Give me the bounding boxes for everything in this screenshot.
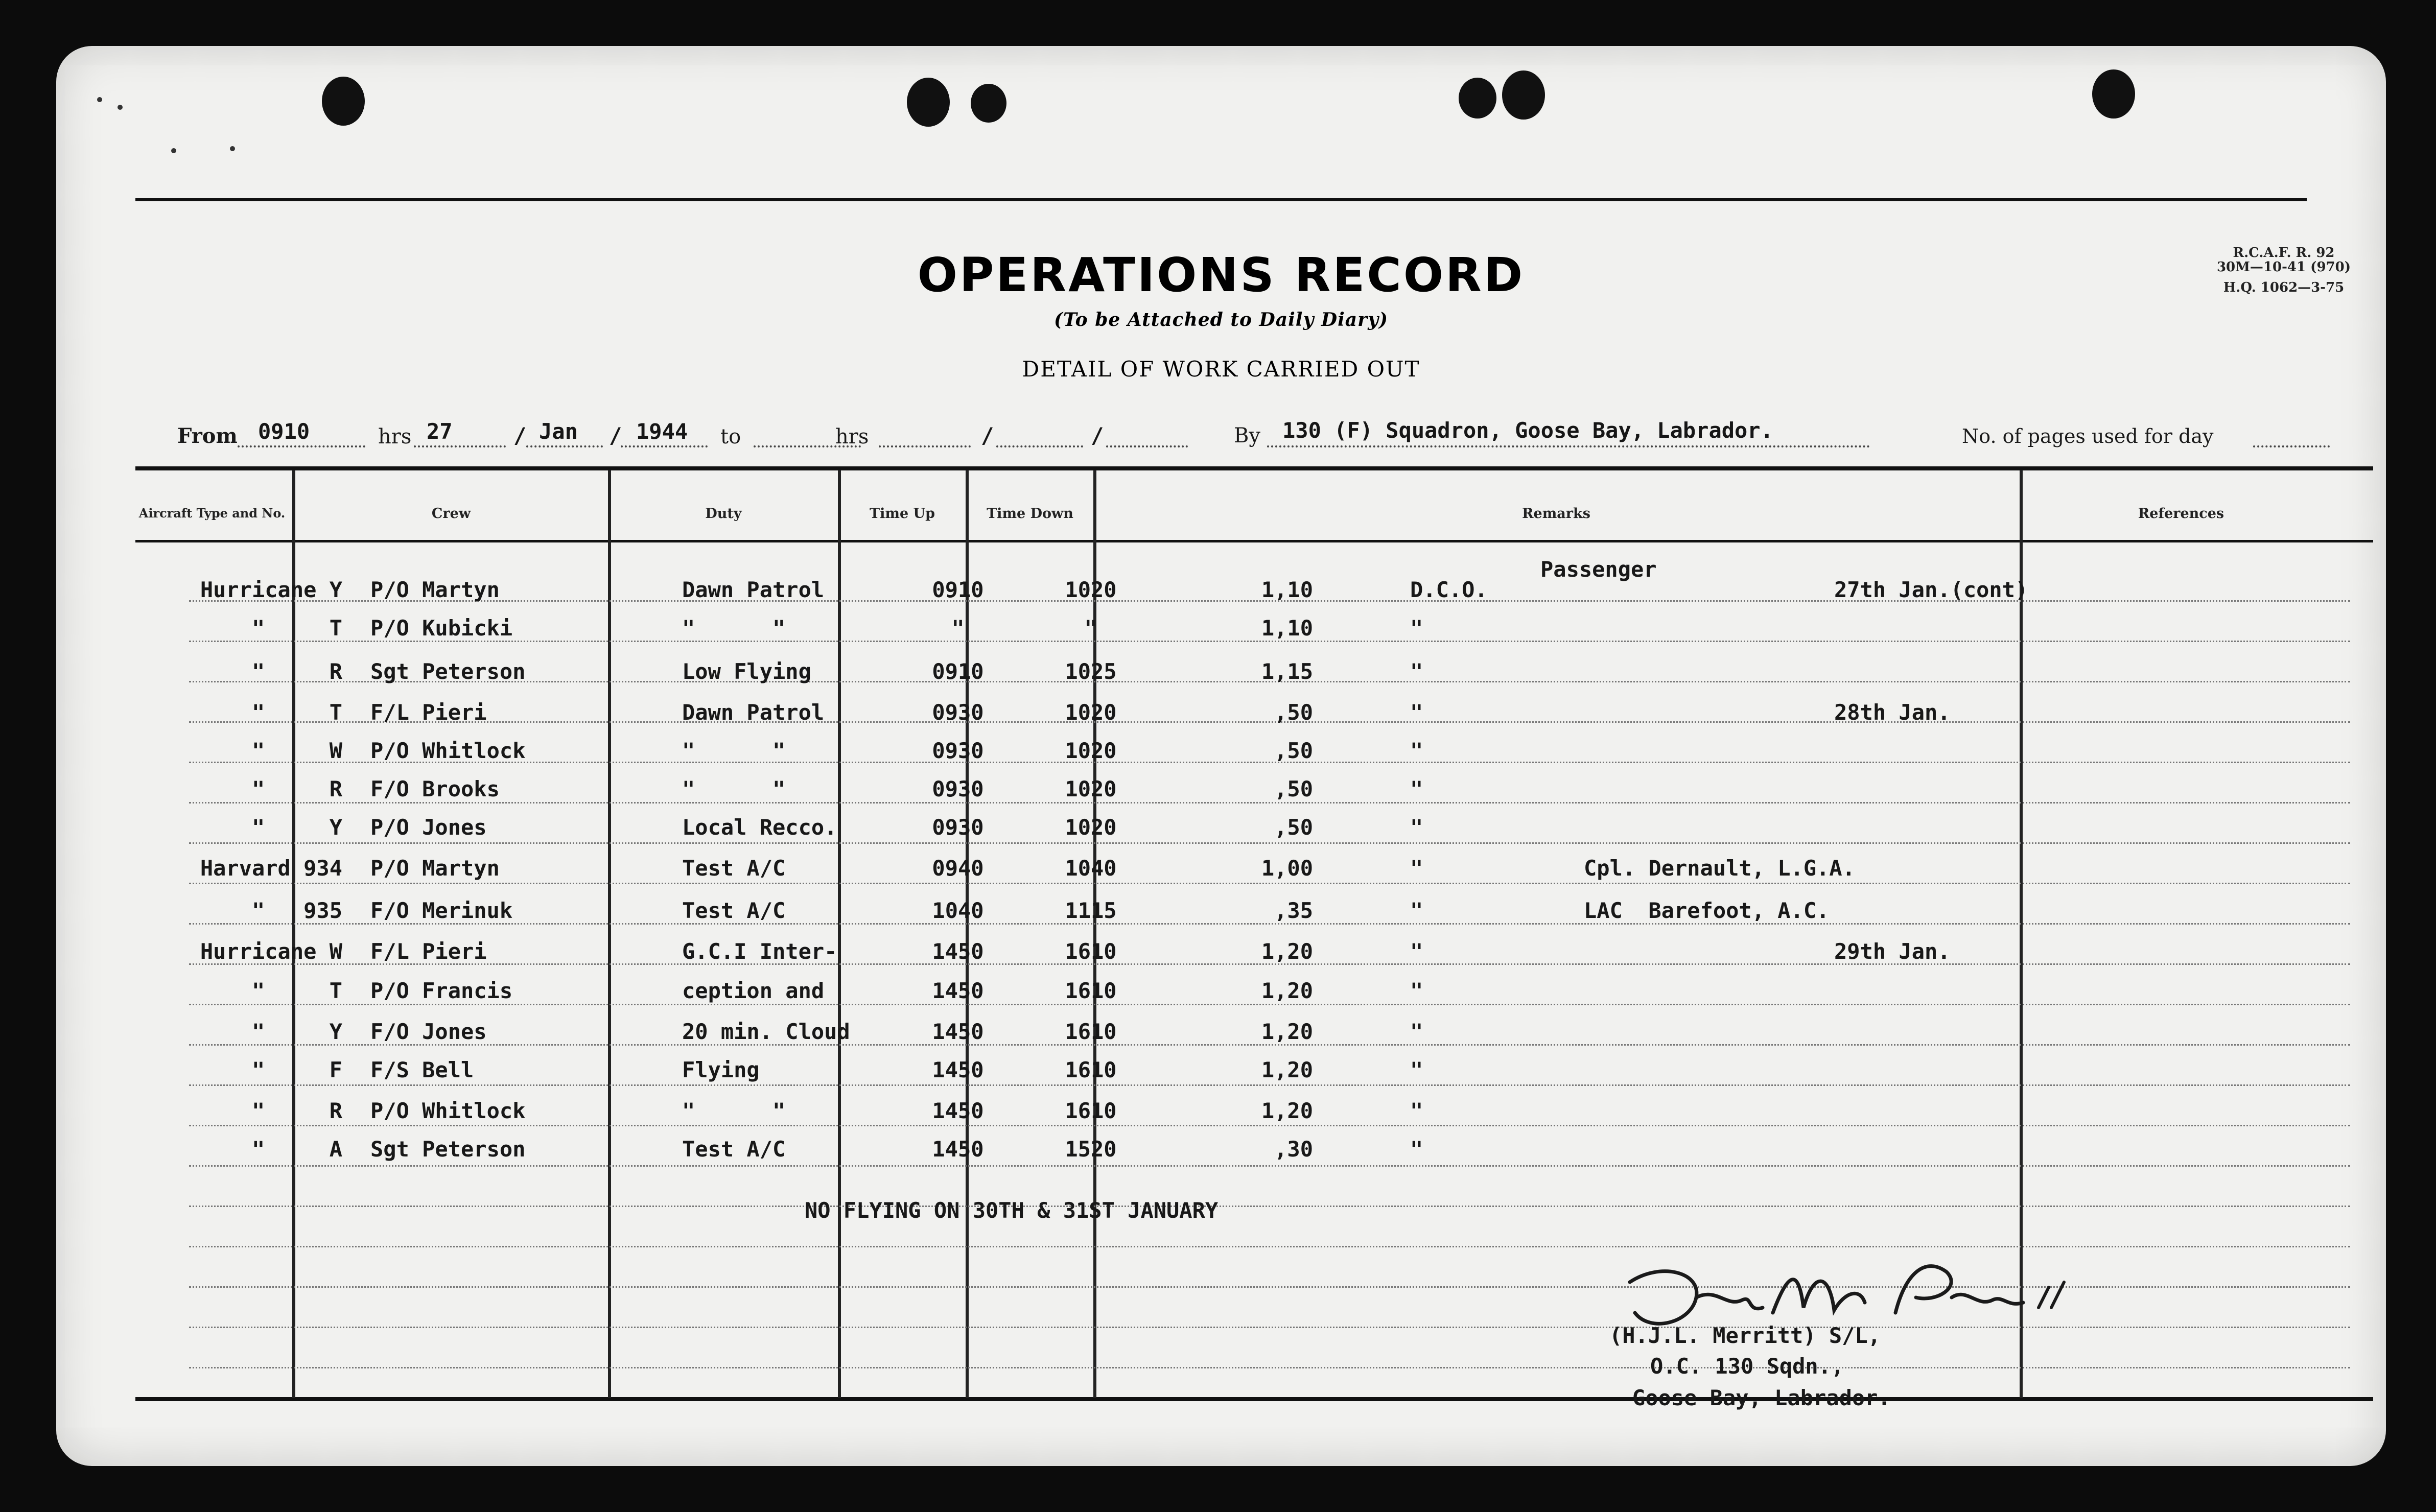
signatory-name: (H.J.L. Merritt) S/L, <box>1609 1323 1881 1348</box>
aircraft-type: " T <box>251 978 342 1003</box>
year: 1944 <box>636 419 688 444</box>
table-bottom-rule <box>135 1397 2373 1401</box>
flight-time: 1,20 <box>1261 939 1313 964</box>
duty: ception and <box>682 978 825 1003</box>
time-down: 1020 <box>1065 700 1117 725</box>
punch-hole <box>1459 78 1496 119</box>
remarks-dco: " <box>1410 616 1423 641</box>
remarks-dco: " <box>1410 1137 1423 1162</box>
crew-name: F/L Pieri <box>370 700 487 725</box>
remarks-dco: " <box>1410 738 1423 763</box>
remarks-dco: " <box>1410 815 1423 840</box>
crew-name: Sgt Peterson <box>370 659 526 684</box>
fill-line <box>621 445 708 447</box>
day: 27 <box>427 419 453 444</box>
time-up: " <box>951 616 965 641</box>
unit-name: 130 (F) Squadron, Goose Bay, Labrador. <box>1282 418 1773 443</box>
fill-line <box>2253 445 2330 447</box>
record-card <box>56 46 2386 1466</box>
row-rule <box>189 842 2350 844</box>
flight-time: ,30 <box>1274 1137 1313 1162</box>
duty: Test A/C <box>682 1137 786 1162</box>
row-rule <box>189 923 2350 925</box>
aircraft-type: " Y <box>251 1019 342 1044</box>
crew-name: P/O Kubicki <box>370 616 513 641</box>
flight-time: ,35 <box>1274 898 1313 923</box>
time-down: " <box>1084 616 1097 641</box>
aircraft-type: " A <box>251 1137 342 1162</box>
remarks-dco: " <box>1410 978 1423 1003</box>
crew-name: Sgt Peterson <box>370 1137 526 1162</box>
column-divider <box>838 470 841 1398</box>
crew-name: F/O Brooks <box>370 776 500 801</box>
time-up: 0930 <box>932 776 984 801</box>
column-header-references: References <box>2138 506 2224 522</box>
month: Jan <box>539 419 578 444</box>
flight-time: ,50 <box>1274 815 1313 840</box>
slash: / <box>609 423 622 448</box>
from-label: From <box>177 424 238 448</box>
time-up: 1450 <box>932 1137 984 1162</box>
fill-line <box>879 445 971 447</box>
aircraft-type: " R <box>251 659 342 684</box>
top-rule <box>135 198 2307 201</box>
remarks-passenger: Cpl. Dernault, L.G.A. <box>1584 856 1856 881</box>
row-rule <box>189 1367 2350 1368</box>
crew-name: P/O Martyn <box>370 856 500 881</box>
column-divider <box>608 470 611 1398</box>
hrs-label-2: hrs <box>835 425 869 448</box>
column-divider <box>292 470 295 1398</box>
remarks-dco: " <box>1410 856 1423 881</box>
signature-lettering: Don M Pieri f/ <box>1620 1251 1624 1252</box>
time-down: 1040 <box>1065 856 1117 881</box>
punch-hole <box>971 84 1006 123</box>
remarks-dco: " <box>1410 1098 1423 1123</box>
time-down: 1020 <box>1065 577 1117 602</box>
time-down: 1020 <box>1065 738 1117 763</box>
duty: Dawn Patrol <box>682 700 825 725</box>
flight-time: ,50 <box>1274 776 1313 801</box>
crew-name: P/O Martyn <box>370 577 500 602</box>
duty: Flying <box>682 1057 760 1082</box>
duty: Test A/C <box>682 856 786 881</box>
duty: Low Flying <box>682 659 811 684</box>
remarks-dco: " <box>1410 898 1423 923</box>
column-header-aircraft: Aircraft Type and No. <box>138 506 286 521</box>
flight-time: ,50 <box>1274 738 1313 763</box>
form-id-line: R.C.A.F. R. 92 <box>2233 245 2335 261</box>
pages-label: No. of pages used for day <box>1962 425 2214 447</box>
speck <box>97 97 102 102</box>
time-down: 1610 <box>1065 978 1117 1003</box>
flight-time: 1,20 <box>1261 978 1313 1003</box>
slash: / <box>513 423 527 448</box>
remarks-dco: " <box>1410 1019 1423 1044</box>
time-up: 0940 <box>932 856 984 881</box>
duty: 20 min. Cloud <box>682 1019 850 1044</box>
slash: / <box>981 423 994 448</box>
no-flying-note: NO FLYING ON 30TH & 31ST JANUARY <box>805 1198 1219 1223</box>
fill-line <box>996 445 1083 447</box>
form-heading: DETAIL OF WORK CARRIED OUT <box>1022 357 1420 382</box>
punch-hole <box>2092 69 2135 119</box>
fill-line <box>238 445 365 447</box>
flight-time: 1,20 <box>1261 1098 1313 1123</box>
row-rule <box>189 1125 2350 1126</box>
aircraft-type: " Y <box>251 815 342 840</box>
hrs-label: hrs <box>378 425 412 448</box>
time-up: 0910 <box>932 577 984 602</box>
time-up: 0930 <box>932 815 984 840</box>
fill-line <box>414 445 506 447</box>
from-time: 0910 <box>258 419 310 444</box>
aircraft-type: Hurricane Y <box>200 577 342 602</box>
flight-time: 1,15 <box>1261 659 1313 684</box>
duty: " " <box>682 738 786 763</box>
time-down: 1020 <box>1065 776 1117 801</box>
time-up: 0930 <box>932 700 984 725</box>
duty: Local Recco. <box>682 815 837 840</box>
flight-time: 1,00 <box>1261 856 1313 881</box>
aircraft-type: " R <box>251 776 342 801</box>
time-up: 1450 <box>932 1098 984 1123</box>
time-up: 1040 <box>932 898 984 923</box>
time-down: 1610 <box>1065 1057 1117 1082</box>
time-down: 1025 <box>1065 659 1117 684</box>
aircraft-type: " 935 <box>251 898 342 923</box>
crew-name: F/O Merinuk <box>370 898 513 923</box>
row-rule <box>189 883 2350 884</box>
form-id-line: 30M—10-41 (970) <box>2216 259 2351 275</box>
punch-hole <box>1502 70 1545 120</box>
speck <box>118 105 123 110</box>
fill-line <box>1106 445 1188 447</box>
duty: " " <box>682 616 786 641</box>
punch-hole <box>322 77 365 126</box>
remarks-date: 28th Jan. <box>1834 700 1951 725</box>
slash: / <box>1091 423 1104 448</box>
aircraft-type: " W <box>251 738 342 763</box>
column-header-crew: Crew <box>431 506 471 522</box>
time-up: 0930 <box>932 738 984 763</box>
signatory-title: O.C. 130 Sqdn., <box>1650 1354 1844 1379</box>
row-rule <box>189 1246 2350 1247</box>
time-down: 1520 <box>1065 1137 1117 1162</box>
aircraft-type: Harvard 934 <box>200 856 342 881</box>
time-up: 1450 <box>932 939 984 964</box>
form-id-line: H.Q. 1062—3-75 <box>2223 280 2345 295</box>
row-rule <box>189 1004 2350 1005</box>
crew-name: P/O Whitlock <box>370 1098 526 1123</box>
column-header-duty: Duty <box>705 506 742 522</box>
fill-line <box>526 445 603 447</box>
duty: " " <box>682 1098 786 1123</box>
time-down: 1610 <box>1065 939 1117 964</box>
remarks-dco: " <box>1410 1057 1423 1082</box>
aircraft-type: " R <box>251 1098 342 1123</box>
signatory-location: Goose Bay, Labrador. <box>1632 1385 1891 1410</box>
remarks-dco: " <box>1410 700 1423 725</box>
duty: G.C.I Inter- <box>682 939 837 964</box>
crew-name: F/O Jones <box>370 1019 487 1044</box>
remarks-date: 29th Jan. <box>1834 939 1951 964</box>
speck <box>171 148 176 153</box>
row-rule <box>189 802 2350 804</box>
row-rule <box>189 1044 2350 1046</box>
punch-hole <box>907 78 950 127</box>
time-up: 0910 <box>932 659 984 684</box>
column-header-time-down: Time Down <box>987 506 1073 522</box>
time-down: 1610 <box>1065 1019 1117 1044</box>
aircraft-type: " T <box>251 700 342 725</box>
time-up: 1450 <box>932 1057 984 1082</box>
aircraft-type: Hurricane W <box>200 939 342 964</box>
duty: " " <box>682 776 786 801</box>
time-down: 1115 <box>1065 898 1117 923</box>
time-down: 1610 <box>1065 1098 1117 1123</box>
column-divider <box>1093 470 1096 1398</box>
table-top-rule <box>135 466 2373 470</box>
by-label: By <box>1234 424 1260 447</box>
row-rule <box>189 641 2350 642</box>
table-header-rule <box>135 540 2373 542</box>
flight-time: 1,20 <box>1261 1057 1313 1082</box>
form-title: OPERATIONS RECORD <box>917 248 1525 302</box>
remarks-dco: " <box>1410 659 1423 684</box>
row-rule <box>189 1084 2350 1086</box>
form-subtitle: (To be Attached to Daily Diary) <box>1053 309 1389 330</box>
time-up: 1450 <box>932 1019 984 1044</box>
speck <box>230 146 235 151</box>
time-up: 1450 <box>932 978 984 1003</box>
crew-name: P/O Whitlock <box>370 738 526 763</box>
aircraft-type: " F <box>251 1057 342 1082</box>
flight-time: 1,10 <box>1261 577 1313 602</box>
column-header-time-up: Time Up <box>870 506 935 522</box>
time-down: 1020 <box>1065 815 1117 840</box>
fill-line <box>1267 445 1870 447</box>
flight-time: ,50 <box>1274 700 1313 725</box>
flight-time: 1,10 <box>1261 616 1313 641</box>
remarks-dco: " <box>1410 776 1423 801</box>
crew-name: P/O Jones <box>370 815 487 840</box>
remarks-passenger-header: Passenger <box>1540 557 1657 582</box>
remarks-dco: " <box>1410 939 1423 964</box>
remarks-dco: D.C.O. <box>1410 577 1488 602</box>
crew-name: P/O Francis <box>370 978 513 1003</box>
row-rule <box>189 1206 2350 1207</box>
column-header-remarks: Remarks <box>1522 506 1590 522</box>
column-divider <box>966 470 969 1398</box>
row-rule <box>189 1165 2350 1167</box>
duty: Test A/C <box>682 898 786 923</box>
remarks-passenger: LAC Barefoot, A.C. <box>1584 898 1830 923</box>
crew-name: F/S Bell <box>370 1057 474 1082</box>
remarks-date: 27th Jan.(cont) <box>1834 577 2028 602</box>
duty: Dawn Patrol <box>682 577 825 602</box>
crew-name: F/L Pieri <box>370 939 487 964</box>
flight-time: 1,20 <box>1261 1019 1313 1044</box>
aircraft-type: " T <box>251 616 342 641</box>
to-label: to <box>720 425 741 448</box>
